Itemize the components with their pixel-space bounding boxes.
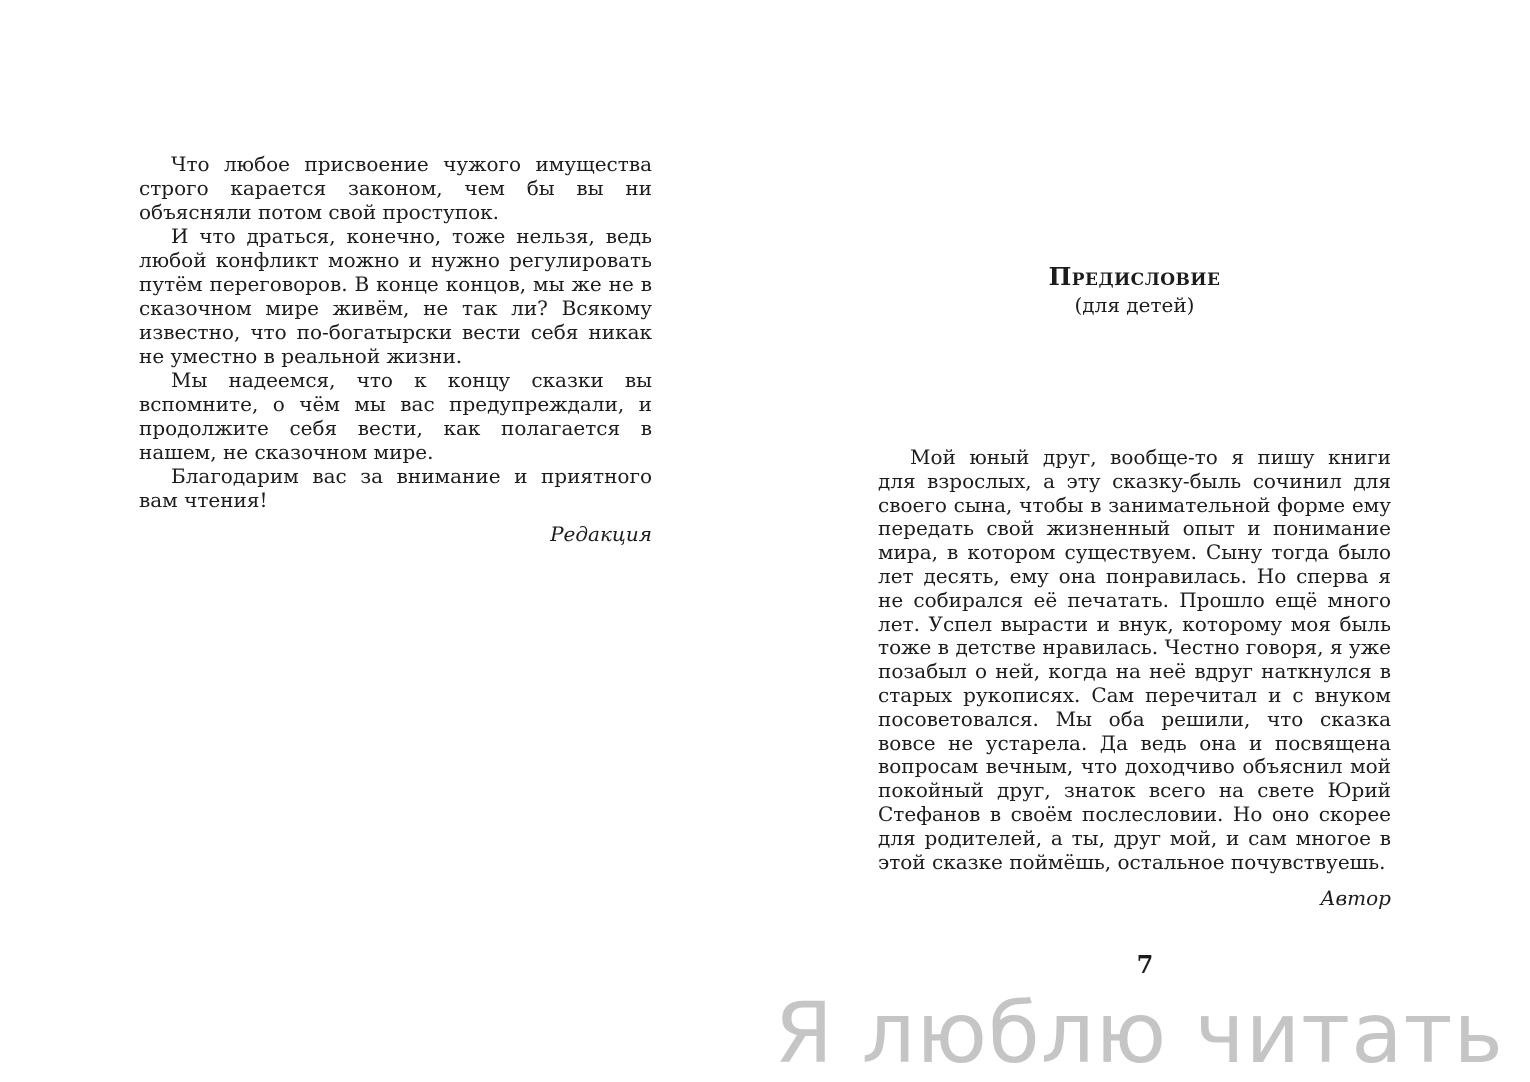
left-signature: Редакция (550, 522, 652, 546)
left-paragraph-2: И что драться, конечно, тоже нельзя, ведь любой конфликт можно и нужно регулировать путём переговоров. В конце концов, мы же не в сказочном мире живём, не так ли? Всякому известно, что по-богатырски вести себя никак не уместно в реальной жизни. (139, 224, 652, 368)
right-body (878, 446, 1391, 910)
watermark-logo: Я люблю читать (774, 984, 1504, 1082)
left-paragraph-3: Мы надеемся, что к концу сказки вы вспомните, о чём мы вас предупреждали, и продолжите себя вести, как полагается в нашем, не сказочном мире. (139, 368, 652, 464)
left-paragraph-4: Благодарим вас за внимание и приятного вам чтения! (139, 464, 652, 512)
left-page (139, 152, 652, 546)
right-signature: Автор (1320, 886, 1391, 911)
right-paragraph: Мой юный друг, вообще-то я пишу книги для взрослых, а эту сказку-быль сочинил для своего сына, чтобы в занимательной форме ему передать свой жизненный опыт и понимание мира, в котором существуем. Сыну тогда было лет десять, ему она понравилась. Но сперва я не собирался её печатать. Прошло ещё много лет. Успел вырасти и внук, которому моя быль тоже в детстве нравилась. Честно говоря, я уже позабыл о ней, когда на неё вдруг наткнулся в старых рукописях. Сам перечитал и с внуком посоветовался. Мы оба решили, что сказка вовсе не устарела. Да ведь она и посвящена вопросам вечным, что доходчиво объяснил мой покойный друг, знаток всего на свете Юрий Стефанов в своём послесловии. Но оно скорее для родителей, а ты, друг мой, и сам многое в этой сказке поймёшь, остальное почувствуешь. (878, 445, 1391, 874)
right-page (878, 262, 1391, 910)
page-number: 7 (1136, 950, 1154, 979)
page-title: Предисловие (1048, 262, 1221, 291)
page-subtitle: (для детей) (1074, 293, 1195, 317)
left-paragraph-1: Что любое присвоение чужого имущества строго карается законом, чем бы вы ни объясняли потом свой проступок. (139, 152, 652, 224)
